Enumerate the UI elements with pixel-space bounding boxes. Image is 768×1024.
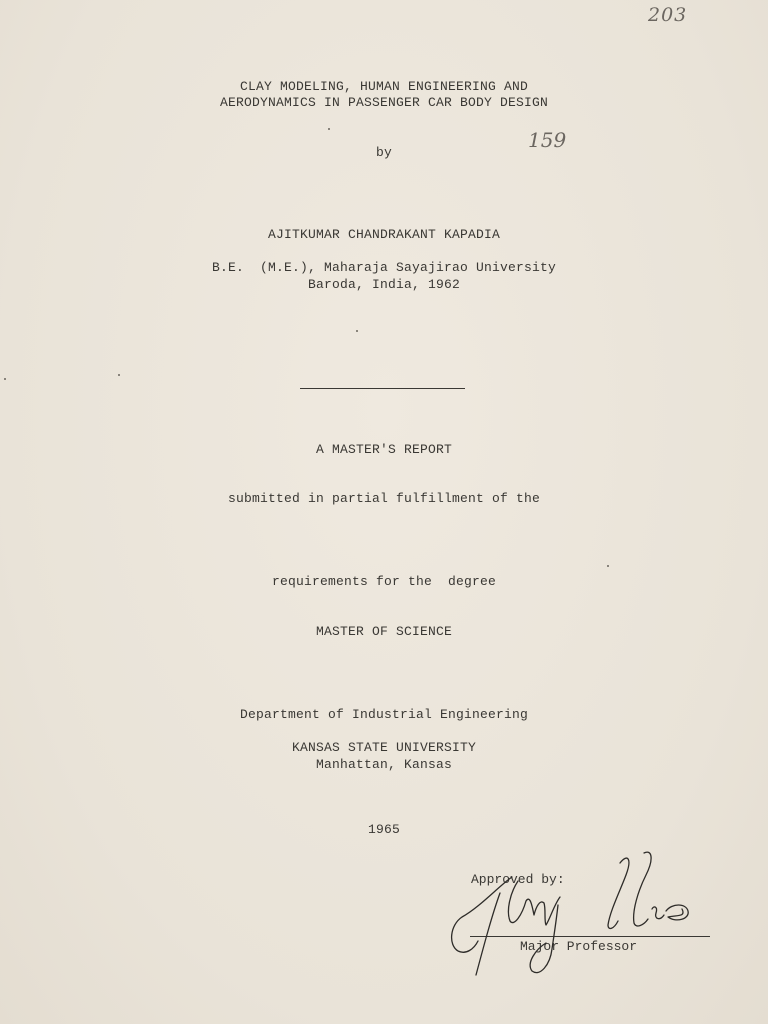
folio-annotation: 159 (528, 128, 567, 152)
requirements-line: requirements for the degree (271, 574, 497, 589)
degree-name: MASTER OF SCIENCE (315, 624, 453, 639)
title-line-1: CLAY MODELING, HUMAN ENGINEERING AND (239, 79, 529, 94)
major-professor-label: Major Professor (520, 939, 638, 954)
author-name: AJITKUMAR CHANDRAKANT KAPADIA (267, 227, 501, 242)
signature-icon (440, 845, 710, 985)
report-type: A MASTER'S REPORT (315, 442, 453, 457)
page-number-annotation: 203 (648, 4, 688, 26)
divider-rule (300, 388, 465, 389)
speck (328, 128, 330, 130)
byline: by (375, 145, 392, 160)
approved-by-label: Approved by: (471, 872, 565, 887)
submitted-line: submitted in partial fulfillment of the (227, 491, 541, 506)
author-location: Baroda, India, 1962 (307, 277, 461, 292)
author-degree: B.E. (M.E.), Maharaja Sayajirao University (211, 260, 557, 275)
title-line-2: AERODYNAMICS IN PASSENGER CAR BODY DESIGN (219, 95, 549, 110)
year: 1965 (367, 822, 400, 837)
speck (607, 565, 609, 567)
university: KANSAS STATE UNIVERSITY (291, 740, 477, 755)
speck (356, 330, 358, 332)
department: Department of Industrial Engineering (239, 707, 529, 722)
city: Manhattan, Kansas (315, 757, 453, 772)
speck (118, 374, 120, 376)
speck (4, 378, 6, 380)
